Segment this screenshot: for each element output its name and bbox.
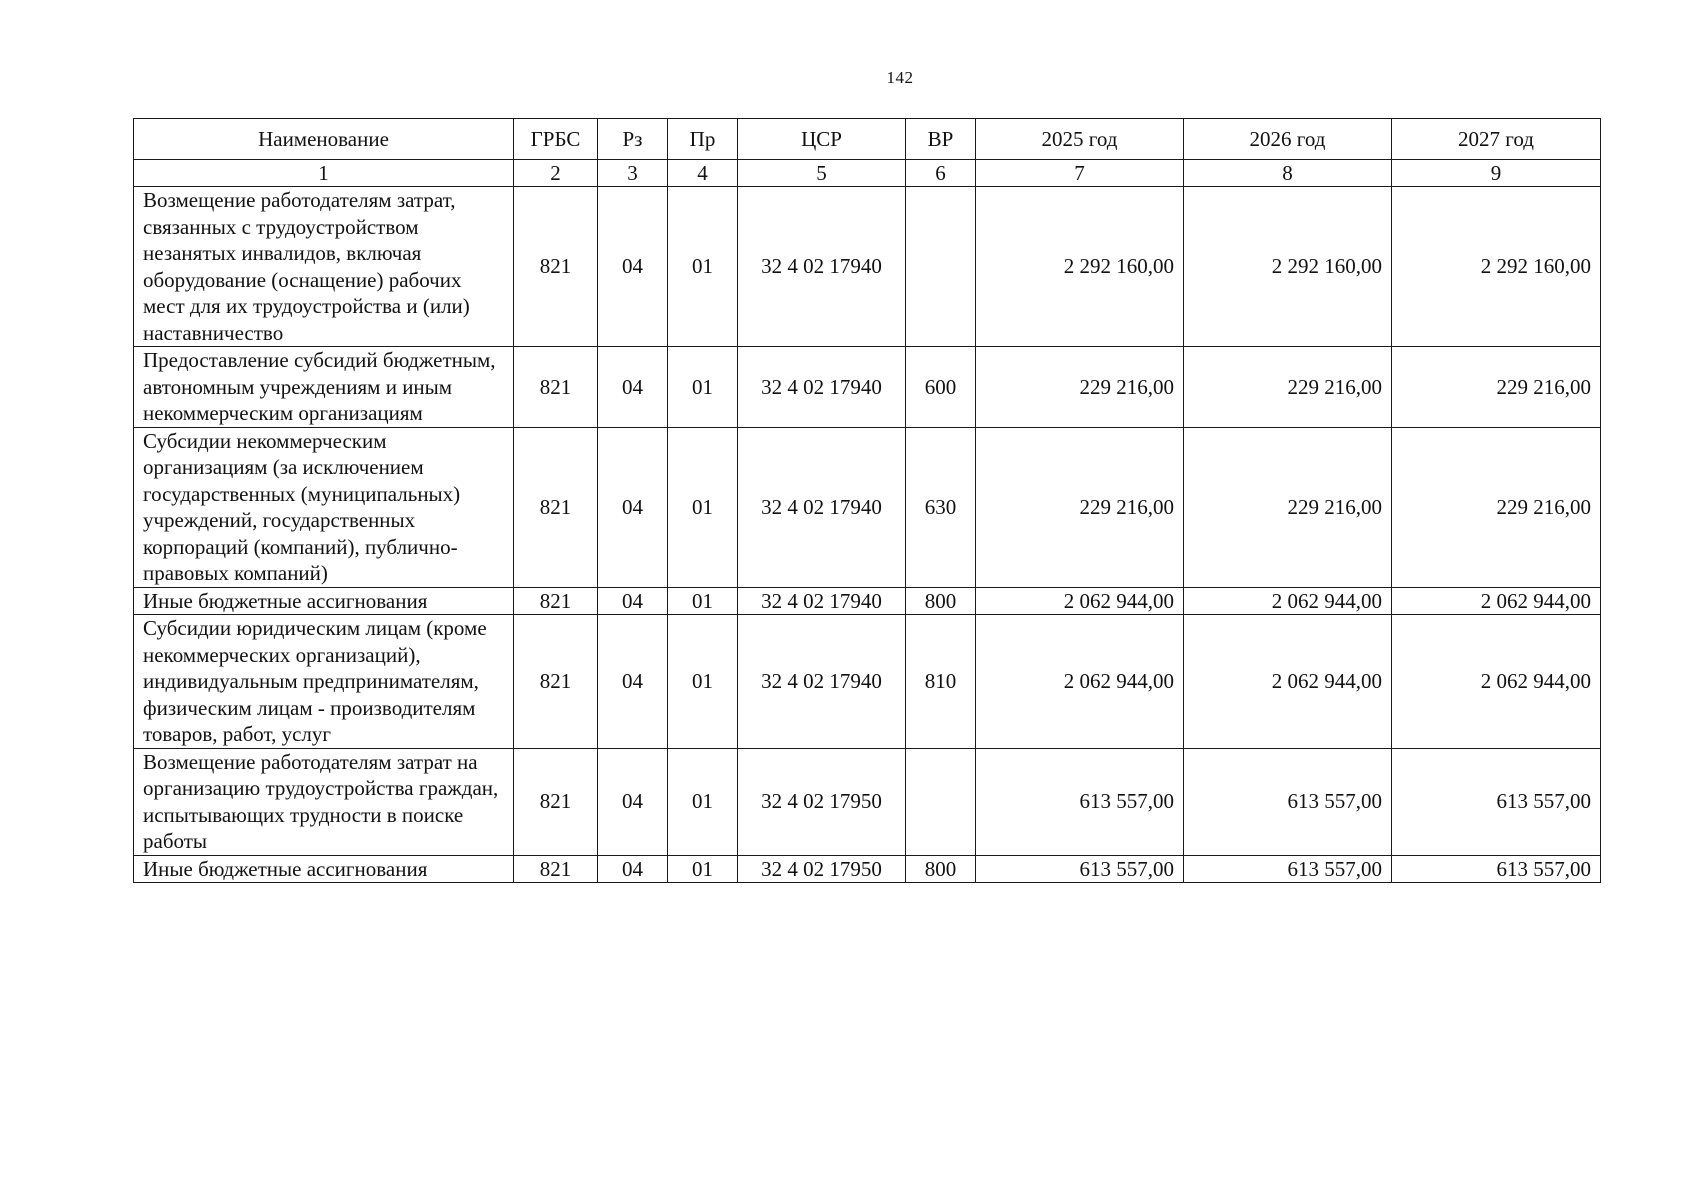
cell-csr: 32 4 02 17940 bbox=[738, 347, 906, 428]
cell-vr: 800 bbox=[906, 587, 976, 615]
page-number: 142 bbox=[886, 68, 914, 87]
cell-2025: 613 557,00 bbox=[976, 855, 1184, 883]
cell-vr: 800 bbox=[906, 855, 976, 883]
table-row bbox=[134, 187, 1601, 347]
column-number: 1 bbox=[134, 160, 514, 187]
cell-rz: 04 bbox=[598, 187, 668, 347]
cell-name: Иные бюджетные ассигнования bbox=[134, 587, 514, 615]
header-2025: 2025 год bbox=[976, 119, 1184, 160]
cell-pr: 01 bbox=[668, 187, 738, 347]
cell-name: Субсидии юридическим лицам (кроме некоммерческих организаций), индивидуальным предпринимателям, физическим лицам - производителям товаров, работ, услуг bbox=[134, 615, 514, 749]
cell-2026: 613 557,00 bbox=[1184, 748, 1392, 855]
cell-grbs: 821 bbox=[514, 855, 598, 883]
table-row bbox=[134, 587, 1601, 615]
cell-csr: 32 4 02 17940 bbox=[738, 615, 906, 749]
cell-2026: 2 062 944,00 bbox=[1184, 587, 1392, 615]
cell-pr: 01 bbox=[668, 347, 738, 428]
cell-vr: 600 bbox=[906, 347, 976, 428]
table-row bbox=[134, 615, 1601, 749]
cell-2025: 2 062 944,00 bbox=[976, 615, 1184, 749]
cell-pr: 01 bbox=[668, 615, 738, 749]
cell-rz: 04 bbox=[598, 615, 668, 749]
cell-vr bbox=[906, 748, 976, 855]
budget-table bbox=[133, 118, 1601, 883]
cell-grbs: 821 bbox=[514, 587, 598, 615]
cell-vr: 630 bbox=[906, 427, 976, 587]
cell-vr: 810 bbox=[906, 615, 976, 749]
cell-2027: 613 557,00 bbox=[1392, 855, 1601, 883]
header-csr: ЦСР bbox=[738, 119, 906, 160]
cell-2027: 2 062 944,00 bbox=[1392, 615, 1601, 749]
cell-csr: 32 4 02 17940 bbox=[738, 587, 906, 615]
cell-pr: 01 bbox=[668, 427, 738, 587]
cell-name: Иные бюджетные ассигнования bbox=[134, 855, 514, 883]
cell-pr: 01 bbox=[668, 748, 738, 855]
cell-rz: 04 bbox=[598, 347, 668, 428]
header-vr: ВР bbox=[906, 119, 976, 160]
table-row bbox=[134, 427, 1601, 587]
cell-grbs: 821 bbox=[514, 748, 598, 855]
cell-2027: 2 062 944,00 bbox=[1392, 587, 1601, 615]
column-number: 4 bbox=[668, 160, 738, 187]
table-row bbox=[134, 347, 1601, 428]
cell-2027: 2 292 160,00 bbox=[1392, 187, 1601, 347]
cell-2026: 613 557,00 bbox=[1184, 855, 1392, 883]
cell-2026: 2 292 160,00 bbox=[1184, 187, 1392, 347]
cell-2025: 2 062 944,00 bbox=[976, 587, 1184, 615]
column-number: 9 bbox=[1392, 160, 1601, 187]
column-number: 6 bbox=[906, 160, 976, 187]
cell-csr: 32 4 02 17950 bbox=[738, 855, 906, 883]
header-name: Наименование bbox=[134, 119, 514, 160]
header-grbs: ГРБС bbox=[514, 119, 598, 160]
cell-rz: 04 bbox=[598, 748, 668, 855]
cell-csr: 32 4 02 17950 bbox=[738, 748, 906, 855]
cell-name: Субсидии некоммерческим организациям (за исключением государственных (муниципальных) учреждений, государственных корпораций (компаний), публично-правовых компаний) bbox=[134, 427, 514, 587]
column-number: 8 bbox=[1184, 160, 1392, 187]
cell-grbs: 821 bbox=[514, 187, 598, 347]
cell-2027: 613 557,00 bbox=[1392, 748, 1601, 855]
cell-csr: 32 4 02 17940 bbox=[738, 427, 906, 587]
cell-csr: 32 4 02 17940 bbox=[738, 187, 906, 347]
column-number: 5 bbox=[738, 160, 906, 187]
cell-grbs: 821 bbox=[514, 427, 598, 587]
table-row bbox=[134, 855, 1601, 883]
cell-rz: 04 bbox=[598, 587, 668, 615]
table-header-row bbox=[134, 119, 1601, 160]
cell-name: Возмещение работодателям затрат на организацию трудоустройства граждан, испытывающих трудности в поиске работы bbox=[134, 748, 514, 855]
header-2027: 2027 год bbox=[1392, 119, 1601, 160]
table-body bbox=[134, 160, 1601, 883]
cell-2025: 229 216,00 bbox=[976, 427, 1184, 587]
header-2026: 2026 год bbox=[1184, 119, 1392, 160]
cell-2027: 229 216,00 bbox=[1392, 427, 1601, 587]
cell-name: Предоставление субсидий бюджетным, автономным учреждениям и иным некоммерческим организациям bbox=[134, 347, 514, 428]
header-rz: Рз bbox=[598, 119, 668, 160]
cell-2025: 229 216,00 bbox=[976, 347, 1184, 428]
cell-2026: 2 062 944,00 bbox=[1184, 615, 1392, 749]
cell-vr bbox=[906, 187, 976, 347]
cell-rz: 04 bbox=[598, 427, 668, 587]
cell-2027: 229 216,00 bbox=[1392, 347, 1601, 428]
cell-grbs: 821 bbox=[514, 615, 598, 749]
table-row bbox=[134, 748, 1601, 855]
header-pr: Пр bbox=[668, 119, 738, 160]
cell-rz: 04 bbox=[598, 855, 668, 883]
cell-pr: 01 bbox=[668, 587, 738, 615]
column-number: 7 bbox=[976, 160, 1184, 187]
cell-2025: 613 557,00 bbox=[976, 748, 1184, 855]
column-number: 3 bbox=[598, 160, 668, 187]
cell-2026: 229 216,00 bbox=[1184, 347, 1392, 428]
column-number-row bbox=[134, 160, 1601, 187]
column-number: 2 bbox=[514, 160, 598, 187]
cell-name: Возмещение работодателям затрат, связанных с трудоустройством незанятых инвалидов, включая оборудование (оснащение) рабочих мест для их трудоустройства и (или) наставничество bbox=[134, 187, 514, 347]
cell-2025: 2 292 160,00 bbox=[976, 187, 1184, 347]
cell-pr: 01 bbox=[668, 855, 738, 883]
cell-grbs: 821 bbox=[514, 347, 598, 428]
cell-2026: 229 216,00 bbox=[1184, 427, 1392, 587]
